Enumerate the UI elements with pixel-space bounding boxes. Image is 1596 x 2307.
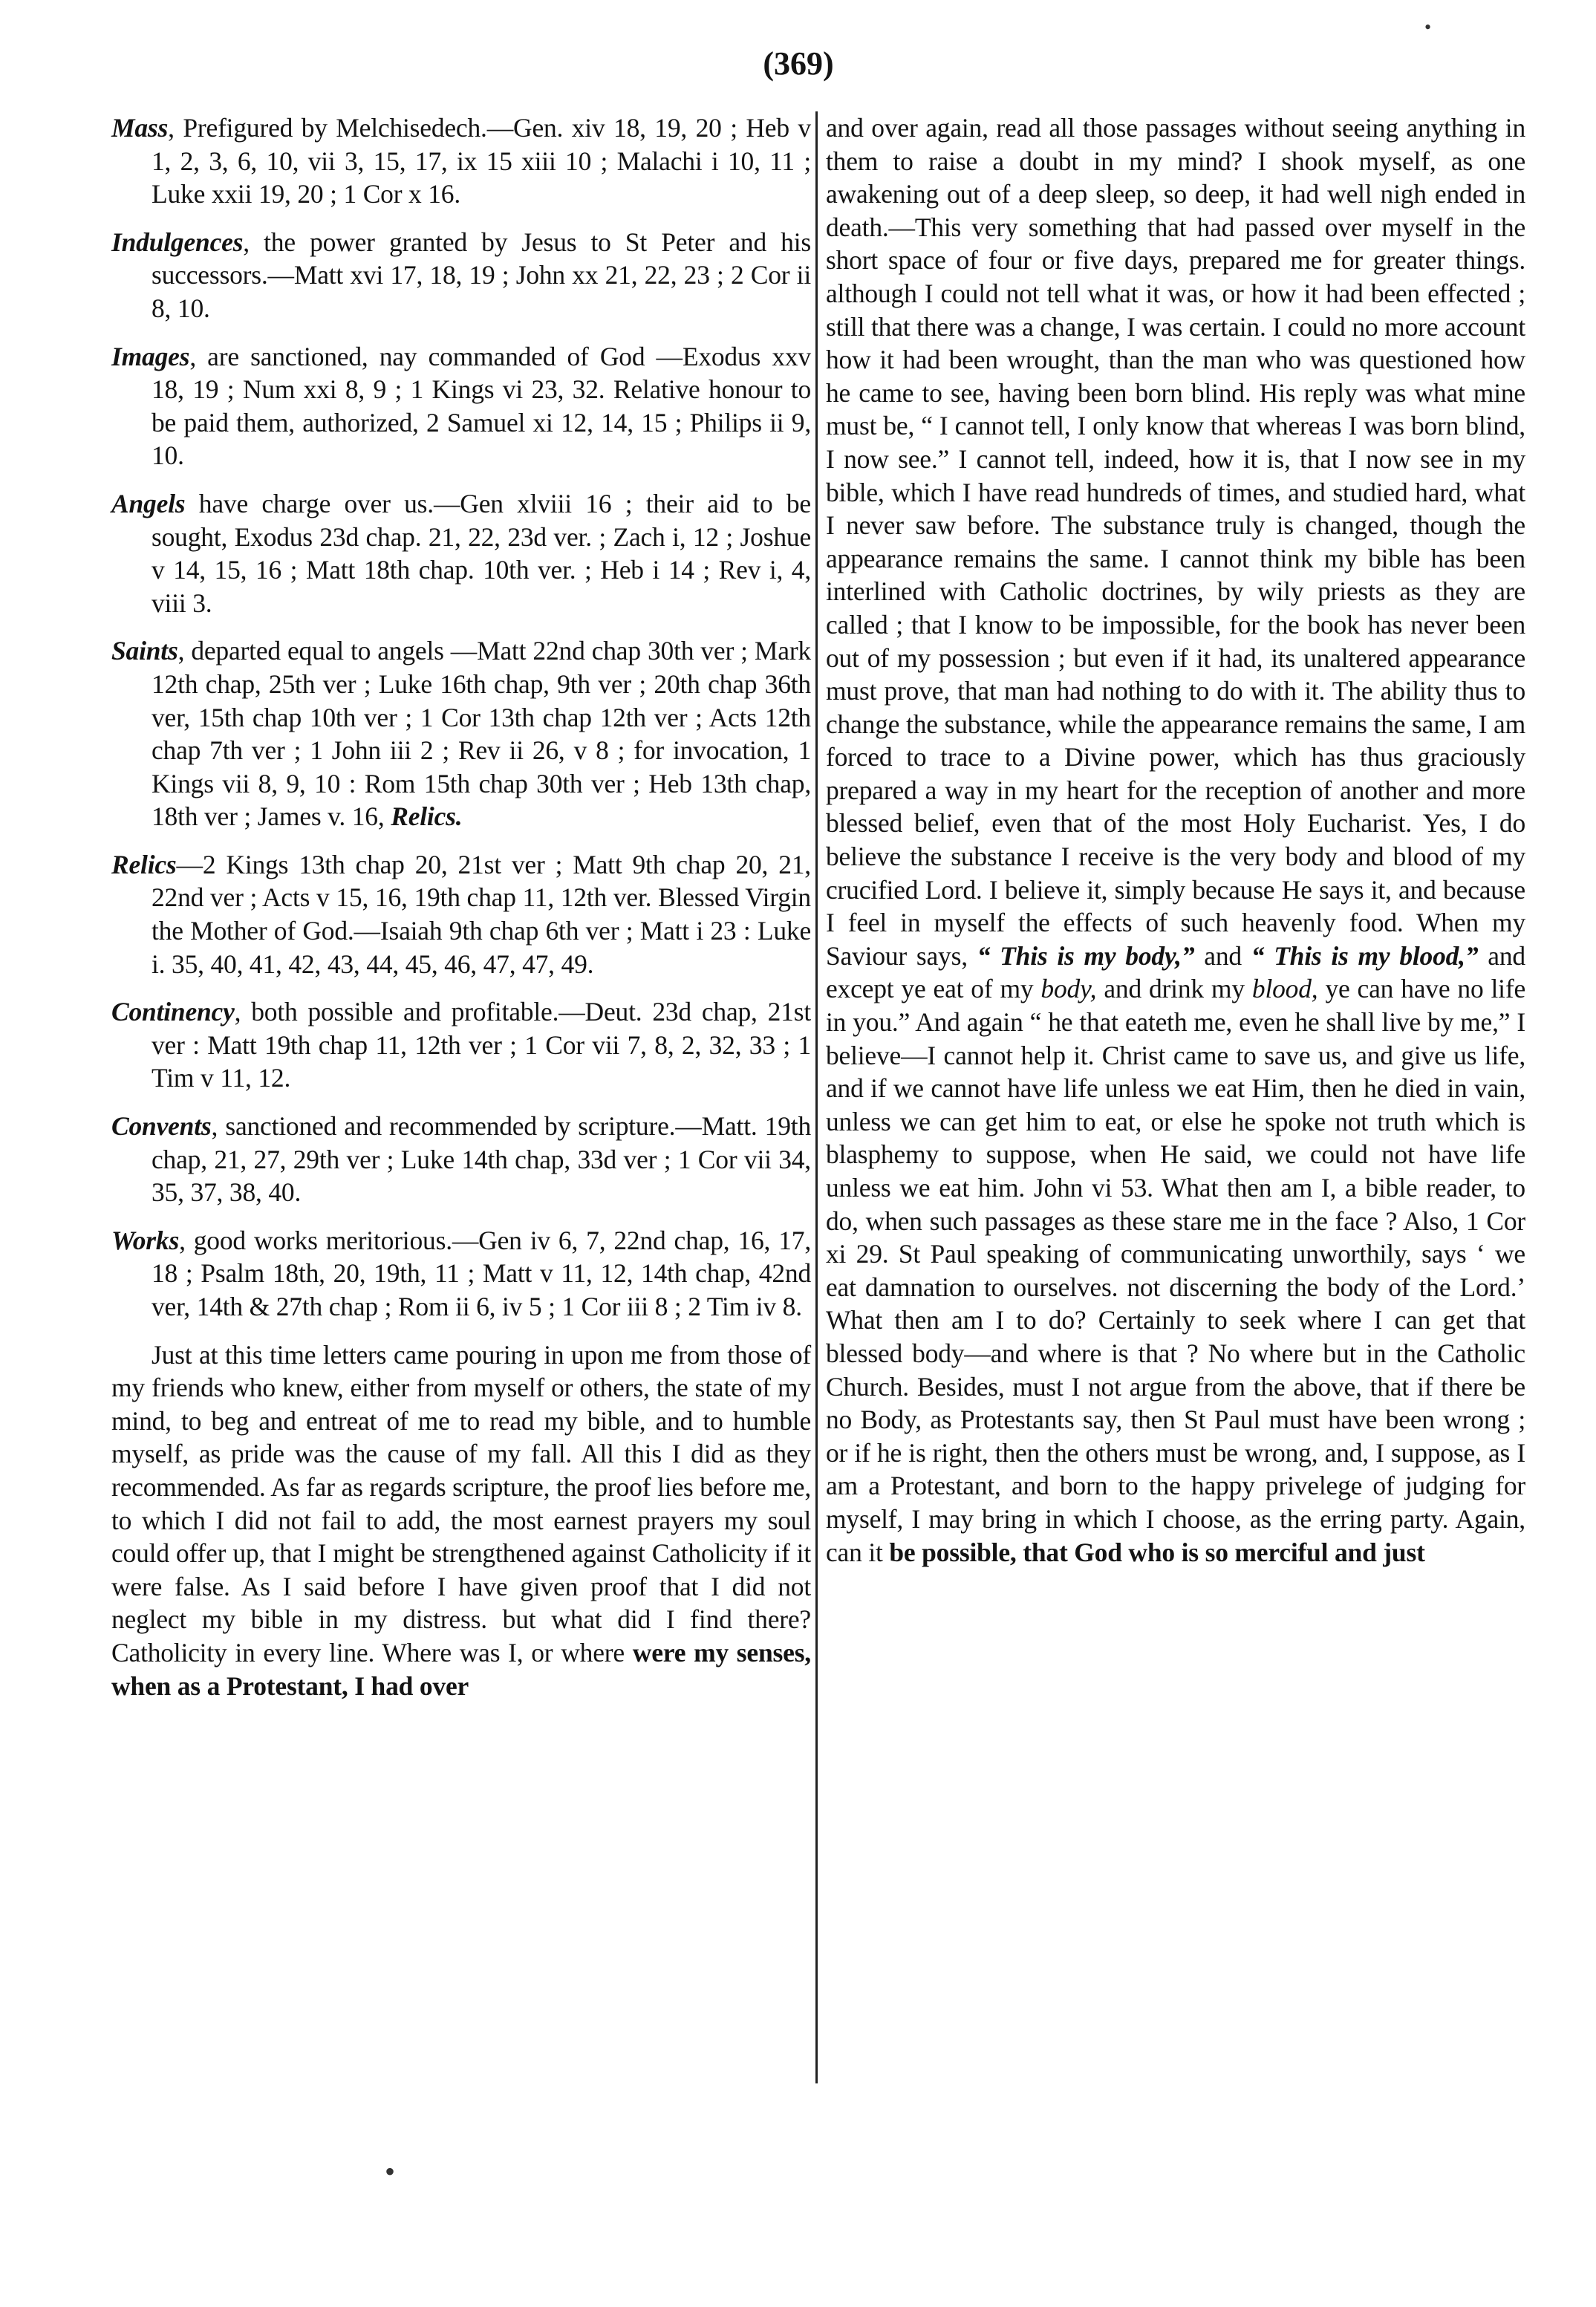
page-number: (369) bbox=[763, 45, 834, 82]
paragraph-text: and except ye eat of my bbox=[826, 940, 1525, 1004]
index-entry-convents: Convents, sanctioned and recommended by scripture.—Matt. 19th chap, 21, 27, 29th ver ; Luke 14th chap, 33d ver ; 1 Cor vii 34, 35, 37, 38, 40. bbox=[111, 1111, 811, 1208]
entry-term: Continency bbox=[111, 997, 235, 1027]
entry-term: Angels bbox=[111, 488, 186, 518]
entry-text: departed equal to angels —Matt 22nd chap 30th ver ; Mark 12th chap, 25th ver ; Luke 16th chap, 9th ver ; 20th chap 36th ver, 15th chap 10th ver ; 1 Cor 13th chap 12th ver ; Acts 12th chap 7th ver ; 1 John iii 2 ; Rev ii 26, v 8 ; for invocation, 1 Kings vii 8, 9, 10 : Rom 15th chap 30th ver ; Heb 13th chap, 18th ver ; James v. 16, bbox=[152, 636, 811, 832]
index-entry-continency: Continency, both possible and profitable.—Deut. 23d chap, 21st ver : Matt 19th chap 11, 12th ver ; 1 Cor vii 7, 8, 2, 32, 33 ; 1 Tim v 11, 12. bbox=[111, 997, 811, 1093]
entry-text: sanctioned and recommended by scripture.—Matt. 19th chap, 21, 27, 29th ver ; Luke 14th chap, 33d ver ; 1 Cor vii 34, 35, 37, 38, 40. bbox=[152, 1111, 811, 1208]
right-column bbox=[826, 111, 1525, 1569]
paragraph-text: and over again, read all those passages without seeing anything in them to raise a doubt in my mind? I shook myself, as one awakening out of a deep sleep, so deep, it had well nigh ended in death.—This very something that had passed over myself in the short space of four or five days, prepared me for greater things. although I could not tell what it was, or how it had been effected ; still that there was a change, I was certain. I could no more account how it had been wrought, than the man who was questioned how he came to see, having been born blind. His reply was what mine must be, “ I cannot tell, I only know that whereas I was born blind, I now see.” I cannot tell, indeed, how it is, that I now see in my bible, which I have read hundreds of times, and studied hard, what I never saw before. The substance truly is changed, though the appearance remains the same. I cannot think my bible has been interlined with Catholic doctrines, by wily priests as they are called ; that I know to be impossible, for the book has never been out of my possession ; but even if it had, its unaltered appearance must prove, that man had nothing to do with it. The ability thus to change the substance, while the appearance remains the same, I am forced to trace to a Divine power, which has thus graciously prepared a way in my heart for the reception of another and more blessed belief, even that of the most Holy Eucharist. Yes, I do believe the substance I receive is the very body and blood of my crucified Lord. I believe it, simply because He says it, and because I feel in myself the effects of such heavenly food. When my Saviour says, bbox=[826, 113, 1525, 971]
paragraph-text: and drink my bbox=[1104, 974, 1245, 1004]
entry-text: —2 Kings 13th chap 20, 21st ver ; Matt 9th chap 20, 21, 22nd ver ; Acts v 15, 16, 19th chap 11, 12th ver. Blessed Virgin the Mother of God.—Isaiah 9th chap 6th ver ; Matt i 23 : Luke i. 35, 40, 41, 42, 43, 44, 45, 46, 47, 47, 49. bbox=[152, 849, 811, 979]
index-entry-works: Works, good works meritorious.—Gen iv 6, 7, 22nd chap, 16, 17, 18 ; Psalm 18th, 20, 19th, 11 ; Matt v 11, 12, 14th chap, 42nd ver, 14th & 27th chap ; Rom ii 6, iv 5 ; 1 Cor iii 8 ; 2 Tim iv 8. bbox=[111, 1225, 811, 1321]
entry-term: Relics bbox=[111, 849, 177, 879]
paragraph-tail: be possible, that God who is so merciful and just bbox=[889, 1537, 1425, 1567]
entry-text: good works meritorious.—Gen iv 6, 7, 22nd chap, 16, 17, 18 ; Psalm 18th, 20, 19th, 11 ; Matt v 11, 12, 14th chap, 42nd ver, 14th & 27th chap ; Rom ii 6, iv 5 ; 1 Cor iii 8 ; 2 Tim iv 8. bbox=[152, 1225, 811, 1321]
print-speck: • bbox=[1424, 16, 1432, 38]
connector-text: and bbox=[1204, 940, 1242, 971]
body-paragraph-continued bbox=[826, 111, 1525, 1569]
entry-term: Images bbox=[111, 341, 190, 371]
paragraph-text: Just at this time letters came pouring in upon me from those of my friends who knew, either from myself or others, the state of my mind, to beg and entreat of me to read my bible, and to humble myself, as pride was the cause of my fall. All this I did as they recommended. As far as regards scripture, the proof lies before me, to which I did not fail to add, the most earnest prayers my soul could offer up, that I might be strengthened against Catholicity if it were false. As I said before I have given proof that I did not neglect my bible in my distress. but what did I find there? Catholicity in every line. Where was I, or where bbox=[111, 1339, 811, 1667]
entry-term: Convents bbox=[111, 1111, 212, 1142]
entry-term: Indulgences bbox=[111, 227, 244, 257]
print-speck: • bbox=[385, 2155, 396, 2188]
quote-this-is-my-body: “ This is my body,” bbox=[977, 940, 1195, 971]
index-entry-saints: Saints, departed equal to angels —Matt 22nd chap 30th ver ; Mark 12th chap, 25th ver ; Luke 16th chap, 9th ver ; 20th chap 36th ver, 15th chap 10th ver ; 1 Cor 13th chap 12th ver ; Acts 12th chap 7th ver ; 1 John iii 2 ; Rev ii 26, v 8 ; for invocation, 1 Kings vii 8, 9, 10 : Rom 15th chap 30th ver ; Heb 13th chap, 18th ver ; James v. 16, Relics. bbox=[111, 636, 811, 832]
paragraph-text: ye can have no life in you.” And again “ he that eateth me, even he shall live by me,” I believe—I cannot help it. Christ came to save us, and give us life, and if we cannot have life unless we eat Him, then he died in vain, unless we can get him to eat, or else he spoke not truth which is blasphemy to suppose, when He said, we could not have life unless we eat him. John vi 53. What then am I, a bible reader, to do, when such passages as these stare me in the face ? Also, 1 Cor xi 29. St Paul speaking of communicating unworthily, says ‘ we eat damnation to ourselves. not discerning the body of the Lord.’ What then am I to do? Certainly to seek where I can get that blessed body—and where is that ? No where but in the Catholic Church. Besides, must I not argue from the above, that if there be no Body, as Protestants say, then St Paul must have been wrong ; or if he is right, then the others must be wrong, and, I suppose, as I am a Protestant, and born to the happy privelege of judging for myself, I may bring in which I choose, as the erring party. Again, can it bbox=[826, 974, 1525, 1567]
left-column bbox=[111, 111, 811, 1702]
quote-this-is-my-blood: “ This is my blood,” bbox=[1251, 940, 1479, 971]
word-blood: blood, bbox=[1251, 974, 1318, 1004]
index-entry-indulgences: Indulgences, the power granted by Jesus to St Peter and his successors.—Matt xvi 17, 18, 19 ; John xx 21, 22, 23 ; 2 Cor ii 8, 10. bbox=[111, 227, 811, 323]
entry-text: are sanctioned, nay commanded of God —Exodus xxv 18, 19 ; Num xxi 8, 9 ; 1 Kings vi 23, 32. Relative honour to be paid them, authorized, 2 Samuel xi 12, 14, 15 ; Philips ii 9, 10. bbox=[152, 341, 811, 471]
entry-term: Works bbox=[111, 1225, 180, 1255]
entry-term: Mass bbox=[111, 113, 169, 143]
paragraph-tail: were my senses, when as a Protestant, I had over bbox=[111, 1637, 811, 1701]
entry-text: both possible and profitable.—Deut. 23d chap, 21st ver : Matt 19th chap 11, 12th ver ; 1 Cor vii 7, 8, 2, 32, 33 ; 1 Tim v 11, 12. bbox=[152, 997, 811, 1093]
entry-text: have charge over us.—Gen xlviii 16 ; their aid to be sought, Exodus 23d chap. 21, 22, 23d ver. ; Zach i, 12 ; Joshue v 14, 15, 16 ; Matt 18th chap. 10th ver. ; Heb i 14 ; Rev i, 4, viii 3. bbox=[152, 488, 811, 618]
index-entry-images: Images, are sanctioned, nay commanded of God —Exodus xxv 18, 19 ; Num xxi 8, 9 ; 1 Kings vi 23, 32. Relative honour to be paid them, authorized, 2 Samuel xi 12, 14, 15 ; Philips ii 9, 10. bbox=[111, 341, 811, 471]
entry-text: the power granted by Jesus to St Peter and his successors.—Matt xvi 17, 18, 19 ; John xx 21, 22, 23 ; 2 Cor ii 8, 10. bbox=[152, 227, 811, 323]
body-paragraph bbox=[111, 1338, 811, 1703]
index-entry-relics bbox=[111, 848, 811, 980]
entry-text: Prefigured by Melchisedech.—Gen. xiv 18, 19, 20 ; Heb v 1, 2, 3, 6, 10, vii 3, 15, 17, ix 15 xiii 10 ; Malachi i 10, 11 ; Luke xxii 19, 20 ; 1 Cor x 16. bbox=[152, 113, 811, 209]
index-entry-mass: Mass, Prefigured by Melchisedech.—Gen. xiv 18, 19, 20 ; Heb v 1, 2, 3, 6, 10, vii 3, 15, 17, ix 15 xiii 10 ; Malachi i 10, 11 ; Luke xxii 19, 20 ; 1 Cor x 16. bbox=[111, 113, 811, 209]
entry-term: Saints bbox=[111, 636, 178, 666]
word-body: body, bbox=[1040, 974, 1097, 1004]
entry-cross-reference: Relics. bbox=[391, 801, 463, 832]
index-entry-angels bbox=[111, 487, 811, 619]
column-divider bbox=[815, 111, 818, 2083]
